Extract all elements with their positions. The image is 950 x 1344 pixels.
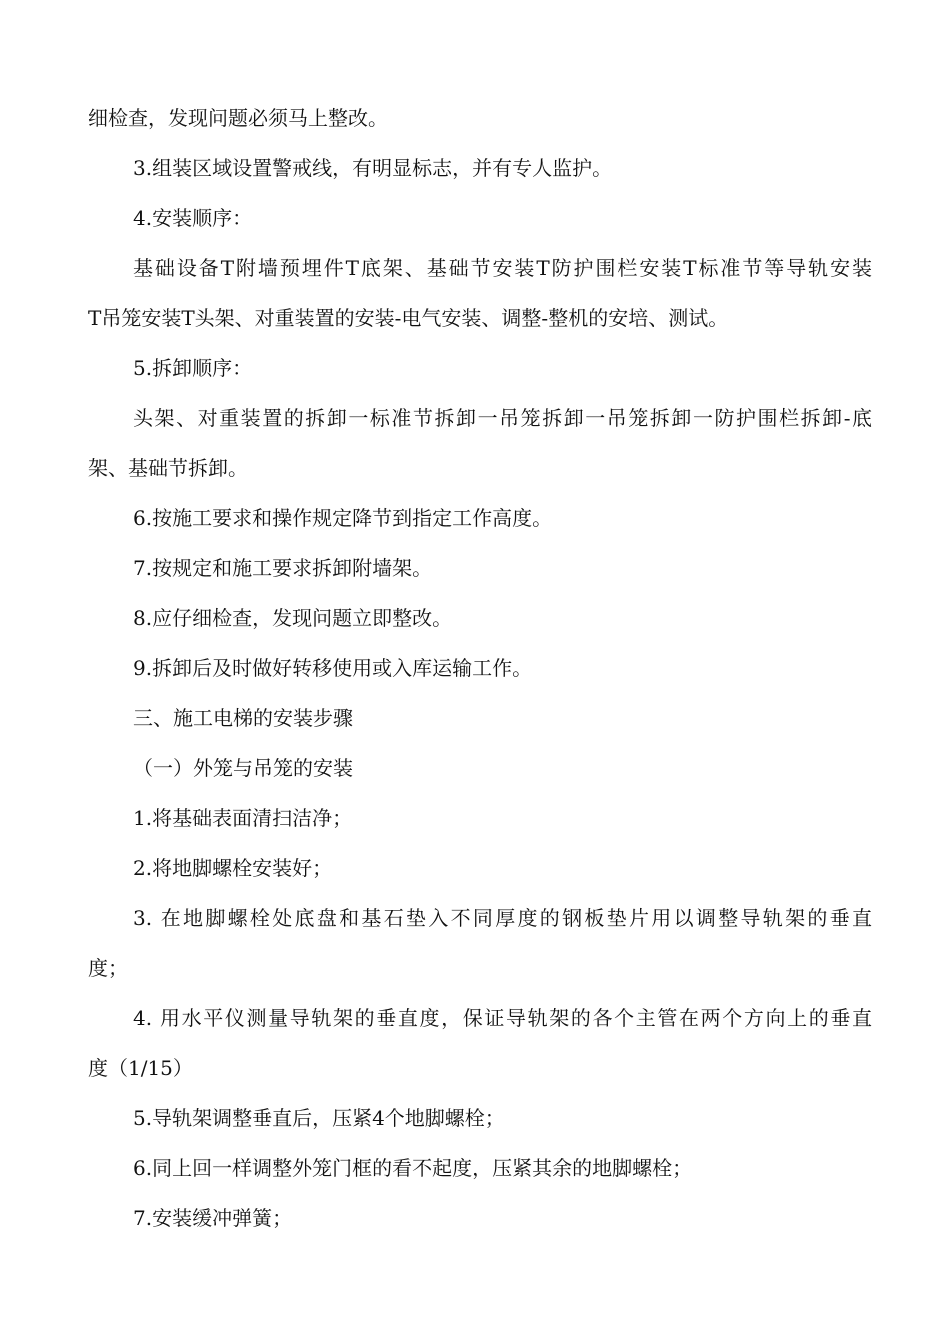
- list-item-9: 9.拆卸后及时做好转移使用或入库运输工作。: [133, 656, 533, 680]
- list-item-2: 2.将地脚螺栓安装好；: [133, 856, 333, 880]
- list-item-1: 1.将基础表面清扫洁净；: [133, 806, 353, 830]
- list-item-6: 6.按施工要求和操作规定降节到指定工作高度。: [133, 506, 553, 530]
- paragraph-line: 度（1/15）: [88, 1056, 193, 1080]
- paragraph-line: 架、基础节拆卸。: [88, 456, 248, 480]
- list-item-7: 7.按规定和施工要求拆卸附墙架。: [133, 556, 433, 580]
- list-item-4: 4.安装顺序：: [133, 206, 253, 230]
- paragraph-line: 头架、对重装置的拆卸一标准节拆卸一吊笼拆卸一吊笼拆卸一防护围栏拆卸-底: [133, 406, 872, 430]
- list-item-4: 4. 用水平仪测量导轨架的垂直度，保证导轨架的各个主管在两个方向上的垂直: [133, 1006, 872, 1030]
- list-item-5: 5.拆卸顺序：: [133, 356, 253, 380]
- list-item-3: 3.组装区域设置警戒线，有明显标志，并有专人监护。: [133, 156, 613, 180]
- list-item-5: 5.导轨架调整垂直后，压紧4个地脚螺栓；: [133, 1106, 505, 1130]
- list-item-3: 3. 在地脚螺栓处底盘和基石垫入不同厚度的钢板垫片用以调整导轨架的垂直: [133, 906, 872, 930]
- list-item-8: 8.应仔细检查，发现问题立即整改。: [133, 606, 453, 630]
- paragraph-line: 基础设备T附墙预埋件T底架、基础节安装T防护围栏安装T标准节等导轨安装: [133, 256, 872, 280]
- subsection-heading: （一）外笼与吊笼的安装: [133, 756, 353, 780]
- paragraph-line: 度；: [88, 956, 128, 980]
- paragraph-line: T吊笼安装T头架、对重装置的安装-电气安装、调整-整机的安培、测试。: [88, 306, 729, 330]
- list-item-7: 7.安装缓冲弹簧；: [133, 1206, 293, 1230]
- section-heading: 三、施工电梯的安装步骤: [133, 706, 353, 730]
- paragraph-line: 细检查，发现问题必须马上整改。: [88, 106, 388, 130]
- list-item-6: 6.同上回一样调整外笼门框的看不起度，压紧其余的地脚螺栓；: [133, 1156, 693, 1180]
